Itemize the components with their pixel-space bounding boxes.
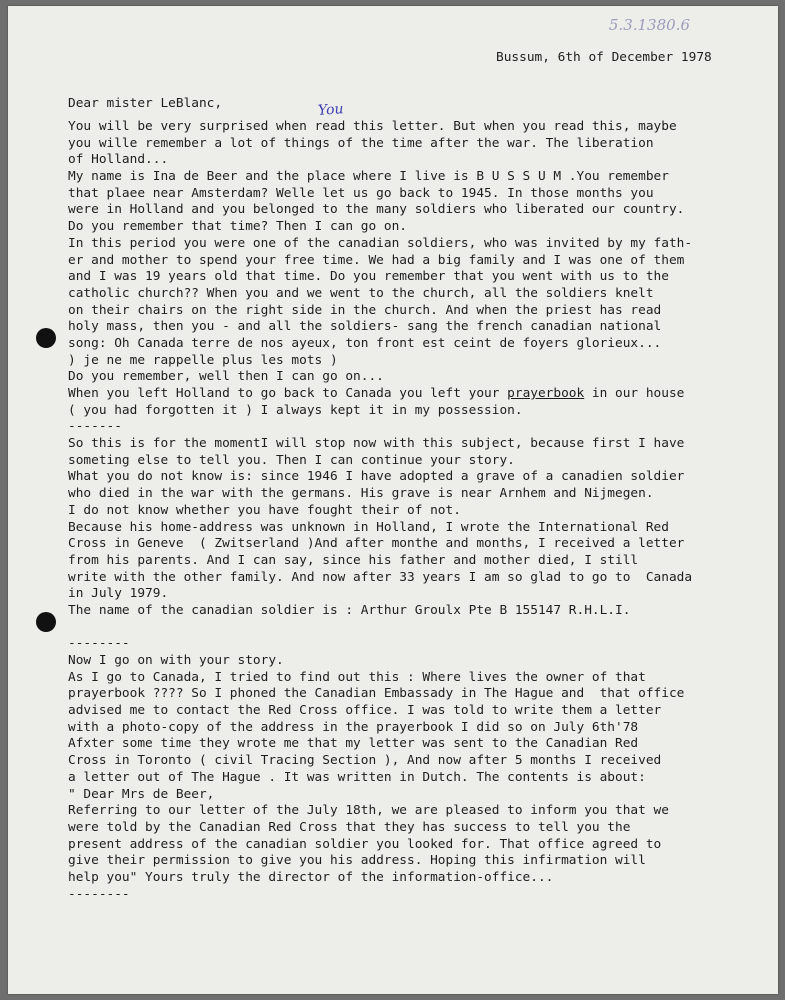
body-line: that plaee near Amsterdam? Welle let us go back to 1945. In those months you (68, 185, 654, 201)
body-line: Cross in Geneve ( Zwitserland )And after monthe and months, I received a letter (68, 536, 685, 552)
body-line: What you do not know is: since 1946 I have adopted a grave of a canadien soldier (68, 469, 685, 485)
body-line: song: Oh Canada terre de nos ayeux, ton front est ceint de foyers glorieux... (68, 335, 662, 351)
body-line: who died in the war with the germans. His grave is near Arnhem and Nijmegen. (68, 486, 654, 502)
separator-line: ------- (68, 419, 122, 435)
body-line: prayerbook ???? So I phoned the Canadian Embassady in The Hague and that office (68, 686, 685, 702)
handwritten-correction: You (317, 101, 345, 119)
punch-hole-lower (36, 612, 56, 632)
body-line: So this is for the momentI will stop now with this subject, because first I have (68, 436, 685, 452)
body-line: I do not know whether you have fought their of not. (68, 502, 461, 518)
body-line: ( you had forgotten it ) I always kept it in my possession. (68, 402, 523, 418)
body-line: Now I go on with your story. (68, 653, 284, 668)
body-line: in July 1979. (68, 586, 169, 602)
salutation: Dear mister LeBlanc, (68, 96, 223, 111)
body-line: a letter out of The Hague . It was written in Dutch. The contents is about: (68, 769, 646, 785)
body-line: Do you remember, well then I can go on... (68, 369, 384, 385)
body-line: You will be very surprised when read this letter. But when you read this, maybe (68, 119, 677, 134)
body-line: someting else to tell you. Then I can continue your story. (68, 452, 515, 468)
body-line: were in Holland and you belonged to the many soldiers who liberated our country. (68, 202, 685, 218)
body-line: help you" Yours truly the director of the information-office... (68, 869, 554, 885)
body-line: write with the other family. And now after 33 years I am so glad to go to Canada (68, 569, 693, 585)
letter-date: Bussum, 6th of December 1978 (496, 50, 712, 65)
body-line: of Holland... (68, 152, 169, 168)
body-line: Referring to our letter of the July 18th, we are pleased to inform you that we (68, 803, 669, 819)
body-line: holy mass, then you - and all the soldiers- sang the french canadian national (68, 319, 662, 335)
body-line: My name is Ina de Beer and the place where I live is B U S S U M .You remember (68, 169, 669, 185)
body-line: you wille remember a lot of things of the time after the war. The liberation (68, 135, 654, 151)
body-line: Afxter some time they wrote me that my letter was sent to the Canadian Red (68, 736, 639, 752)
body-line: " Dear Mrs de Beer, (68, 786, 215, 802)
letter-page (8, 6, 778, 994)
body-line: In this period you were one of the canadian soldiers, who was invited by my fath- (68, 235, 693, 251)
body-line: The name of the canadian soldier is : Arthur Groulx Pte B 155147 R.H.L.I. (68, 602, 631, 618)
body-line: catholic church?? When you and we went to the church, all the soldiers knelt (68, 285, 654, 301)
body-line: er and mother to spend your free time. We had a big family and I was one of them (68, 252, 685, 268)
underlined-word: prayerbook (507, 386, 585, 401)
body-line: Do you remember that time? Then I can go on. (68, 219, 407, 235)
body-line: give their permission to give you his address. Hoping this infirmation will (68, 853, 646, 869)
punch-hole-upper (36, 328, 56, 348)
blank-line (68, 620, 768, 637)
body-line: from his parents. And I can say, since his father and mother died, I still (68, 552, 639, 568)
body-line: present address of the canadian soldier you looked for. That office agreed to (68, 836, 662, 852)
body-line: When you left Holland to go back to Canada you left your prayerbook in our house (68, 386, 685, 401)
separator-line: -------- (68, 886, 130, 902)
body-line: were told by the Canadian Red Cross that they has success to tell you the (68, 819, 631, 835)
archive-reference: 5.3.1380.6 (608, 16, 690, 34)
body-line: with a photo-copy of the address in the prayerbook I did so on July 6th'78 (68, 719, 639, 735)
letter-body (68, 119, 768, 903)
body-line: Cross in Toronto ( civil Tracing Section ), And now after 5 months I received (68, 753, 662, 769)
body-line: As I go to Canada, I tried to find out this : Where lives the owner of that (68, 669, 646, 685)
separator-line: -------- (68, 636, 130, 652)
body-line: advised me to contact the Red Cross office. I was told to write them a letter (68, 703, 662, 719)
body-line: on their chairs on the right side in the church. And when the priest has read (68, 302, 662, 318)
body-line: Because his home-address was unknown in Holland, I wrote the International Red (68, 519, 669, 535)
body-line: and I was 19 years old that time. Do you remember that you went with us to the (68, 269, 669, 285)
body-line: ) je ne me rappelle plus les mots ) (68, 352, 338, 368)
